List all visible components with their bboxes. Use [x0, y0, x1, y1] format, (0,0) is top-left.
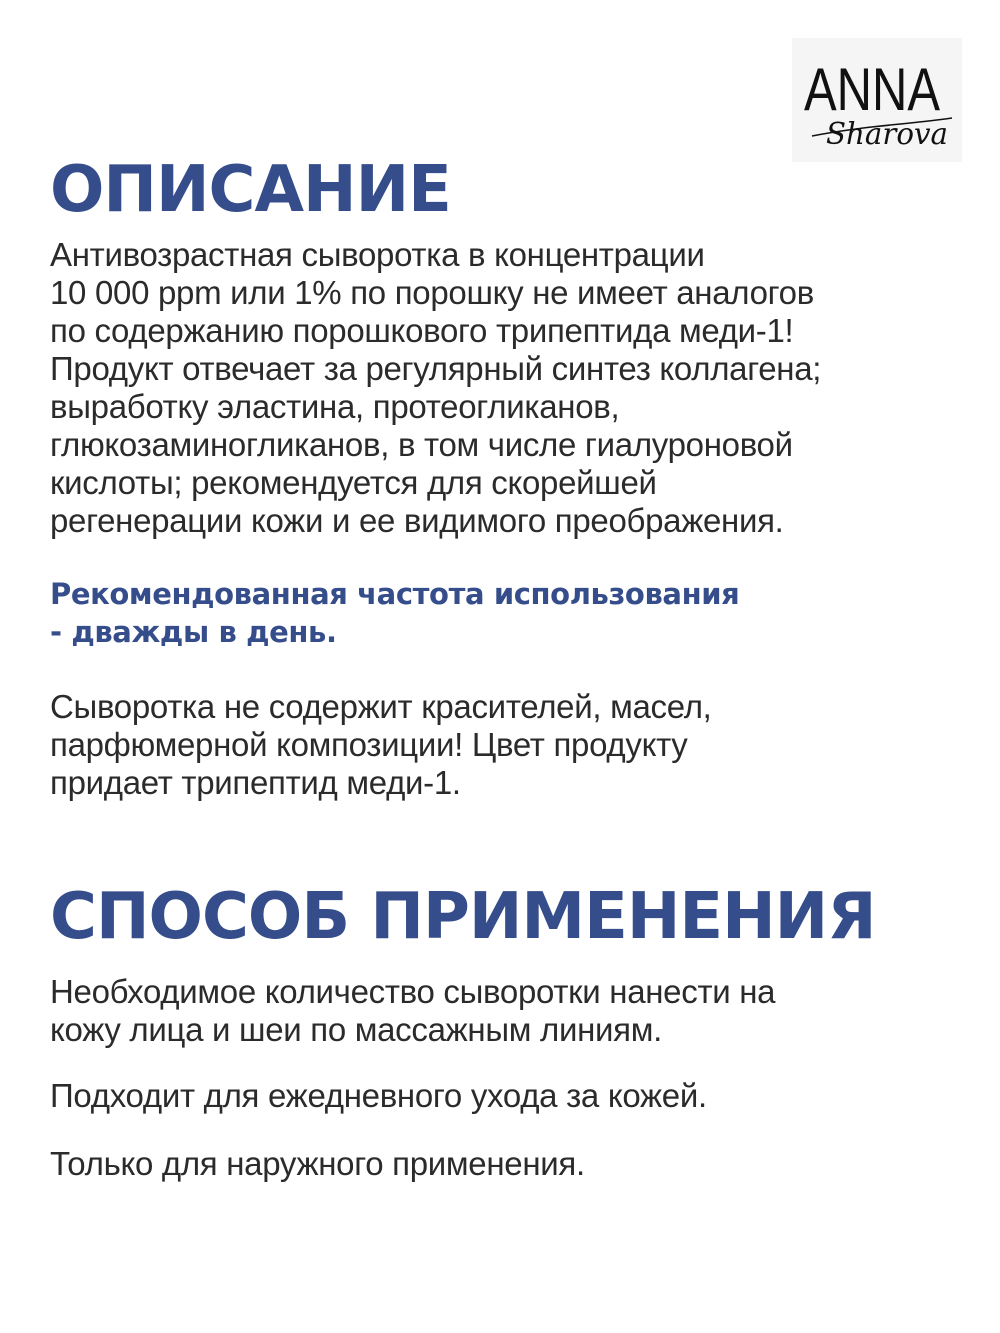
frequency-line: Рекомендованная частота использования	[50, 577, 740, 611]
section-title-usage: СПОСОБ ПРИМЕНЕНИЯ	[50, 880, 876, 954]
composition-line: придает трипептид меди-1.	[50, 764, 461, 801]
description-line: Антивозрастная сыворотка в концентрации	[50, 236, 705, 273]
description-line: Продукт отвечает за регулярный синтез коллагена;	[50, 350, 822, 387]
composition-paragraph	[50, 688, 712, 802]
composition-line: парфюмерной композиции! Цвет продукту	[50, 726, 688, 763]
daily-care-text: Подходит для ежедневного ухода за кожей.	[50, 1077, 707, 1114]
description-line: 10 000 ppm или 1% по порошку не имеет аналогов	[50, 274, 814, 311]
logo-wordmark: ANNA	[804, 56, 940, 123]
description-paragraph	[50, 236, 821, 540]
external-use-note	[50, 1145, 585, 1183]
brand-logo	[792, 38, 962, 162]
daily-care-note	[50, 1077, 707, 1115]
frequency-line: - дважды в день.	[50, 615, 337, 649]
description-line: кислоты; рекомендуется для скорейшей	[50, 464, 657, 501]
description-line: регенерации кожи и ее видимого преображения.	[50, 502, 784, 539]
usage-line: Необходимое количество сыворотки нанести на	[50, 973, 776, 1010]
description-line: по содержанию порошкового трипептида меди-1!	[50, 312, 794, 349]
description-line: глюкозаминогликанов, в том числе гиалуроновой	[50, 426, 793, 463]
description-line: выработку эластина, протеогликанов,	[50, 388, 620, 425]
logo-signature: Sharova	[826, 117, 948, 152]
composition-line: Сыворотка не содержит красителей, масел,	[50, 688, 712, 725]
usage-paragraph	[50, 973, 775, 1049]
section-title-description: ОПИСАНИЕ	[50, 153, 451, 227]
usage-frequency-note	[50, 575, 739, 651]
external-use-text: Только для наружного применения.	[50, 1145, 585, 1182]
usage-line: кожу лица и шеи по массажным линиям.	[50, 1011, 662, 1048]
